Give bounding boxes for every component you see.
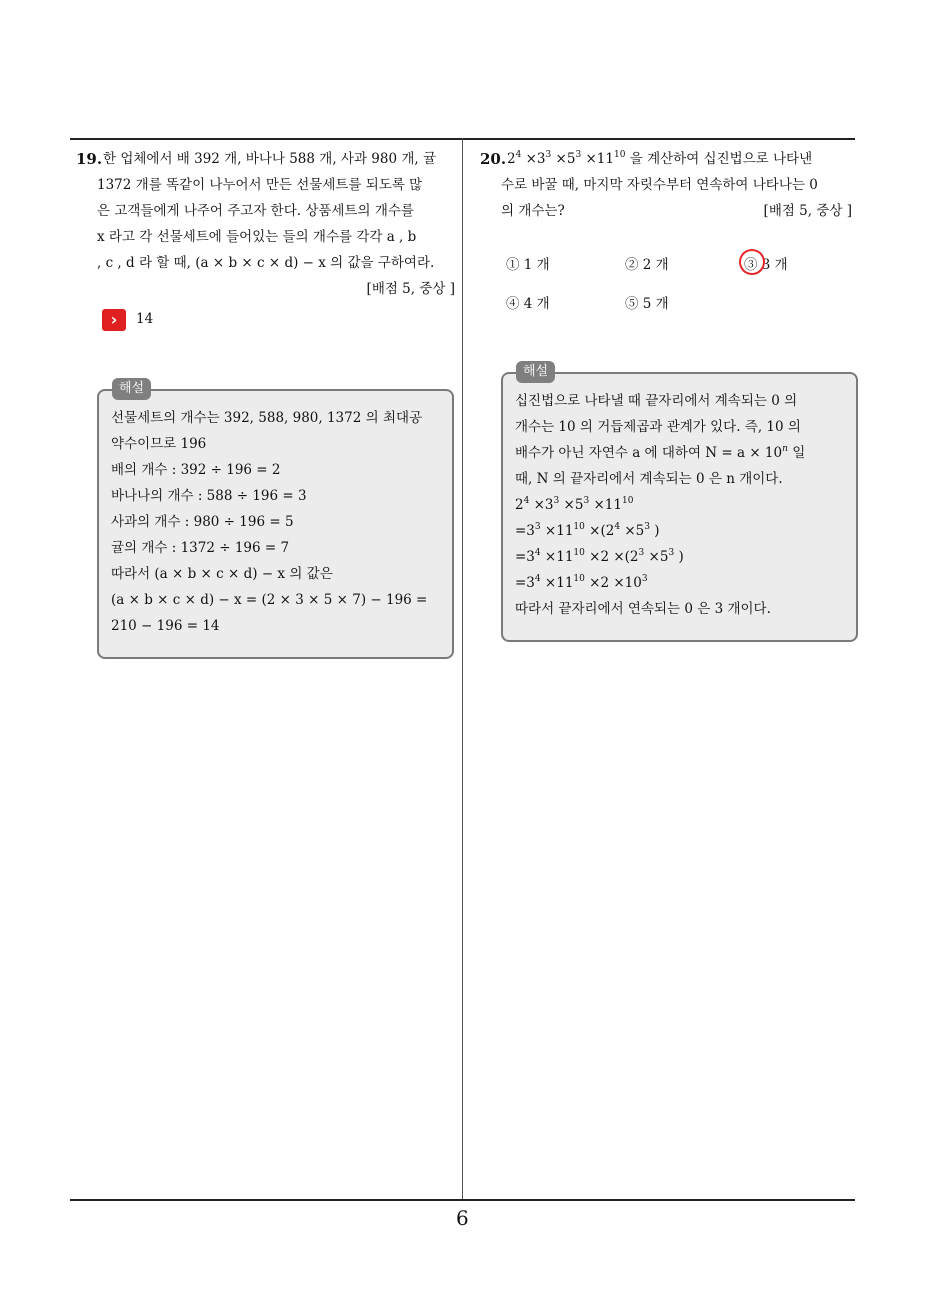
answer-arrow-icon: › [102,309,126,331]
selected-answer-circle-icon [735,245,768,278]
question-line: 의 개수는? [501,203,565,219]
solution-line: 사과의 개수 : 980 ÷ 196 = 5 [111,514,294,530]
question-expression: $2^4 \times 3^3 \times 5^3 \times 11^{10}$ 을 계산하여 십진법으로 나타낸 [507,150,813,167]
solution-formula: $=3^4 \times 11^{10} \times 2 \times 10^3$ [515,574,648,591]
page-number: 6 [456,1206,469,1230]
column-divider [462,138,463,1200]
question-number: 19. [76,150,103,168]
solution-line: 배의 개수 : 392 ÷ 196 = 2 [111,462,281,478]
question-line: , c , d 라 할 때, (a × b × c × d) − x 의 값을 구하여라. [97,255,435,271]
solution-line: 선물세트의 개수는 392, 588, 980, 1372 의 최대공 [111,410,423,426]
score-label: [배점 5, 중상 ] [763,203,852,219]
solution-line: 개수는 10 의 거듭제곱과 관계가 있다. 즉, 10 의 [515,419,801,435]
solution-line: 따라서 끝자리에서 연속되는 0 은 3 개이다. [515,601,771,617]
solution-line: 약수이므로 196 [111,436,207,452]
solution-formula: $=3^4 \times 11^{10} \times 2 \times(2^3 \times 5^3$ ) [515,548,684,565]
answer-value: 14 [136,311,154,327]
choice-2[interactable]: ② 2 개 [625,257,669,273]
choice-4[interactable]: ④ 4 개 [506,296,550,312]
score-label: [배점 5, 중상 ] [366,281,455,297]
solution-line: 따라서 (a × b × c × d) − x 의 값은 [111,566,333,582]
solution-line: 귤의 개수 : 1372 ÷ 196 = 7 [111,540,290,556]
solution-line: 바나나의 개수 : 588 ÷ 196 = 3 [111,488,307,504]
question-line: x 라고 각 선물세트에 들어있는 들의 개수를 각각 a , b [97,229,417,245]
solution-line: 210 − 196 = 14 [111,618,220,634]
solution-formula: $=3^3 \times 11^{10} \times(2^4 \times 5^3$ ) [515,522,660,539]
choice-3[interactable]: ③ 3 개 [744,257,788,273]
solution-box [97,389,454,659]
question-line: 1372 개를 똑같이 나누어서 만든 선물세트를 되도록 많 [97,177,423,193]
solution-tag: 해설 [516,361,555,383]
solution-box [501,372,858,642]
solution-tag: 해설 [112,378,151,400]
choice-5[interactable]: ⑤ 5 개 [625,296,669,312]
solution-line: 배수가 아닌 자연수 a 에 대하여 $N = a \times 10^n$ 일 [515,444,806,461]
question-line: 수로 바꿀 때, 마지막 자릿수부터 연속하여 나타나는 0 [501,177,818,193]
solution-formula: $2^4 \times 3^3 \times 5^3 \times 11^{10}$ [515,496,634,513]
solution-line: 십진법으로 나타낼 때 끝자리에서 계속되는 0 의 [515,393,798,409]
solution-line: (a × b × c × d) − x = (2 × 3 × 5 × 7) − 196 = [111,592,428,608]
question-line: 한 업체에서 배 392 개, 바나나 588 개, 사과 980 개, 귤 [103,151,436,167]
choice-1[interactable]: ① 1 개 [506,257,550,273]
solution-line: 때, N 의 끝자리에서 계속되는 0 은 n 개이다. [515,471,783,487]
question-line: 은 고객들에게 나주어 주고자 한다. 상품세트의 개수를 [97,203,414,219]
question-line: 을 계산하여 십진법으로 나타낸 [629,151,813,167]
question-number: 20. [480,150,507,168]
bottom-rule [70,1199,855,1201]
